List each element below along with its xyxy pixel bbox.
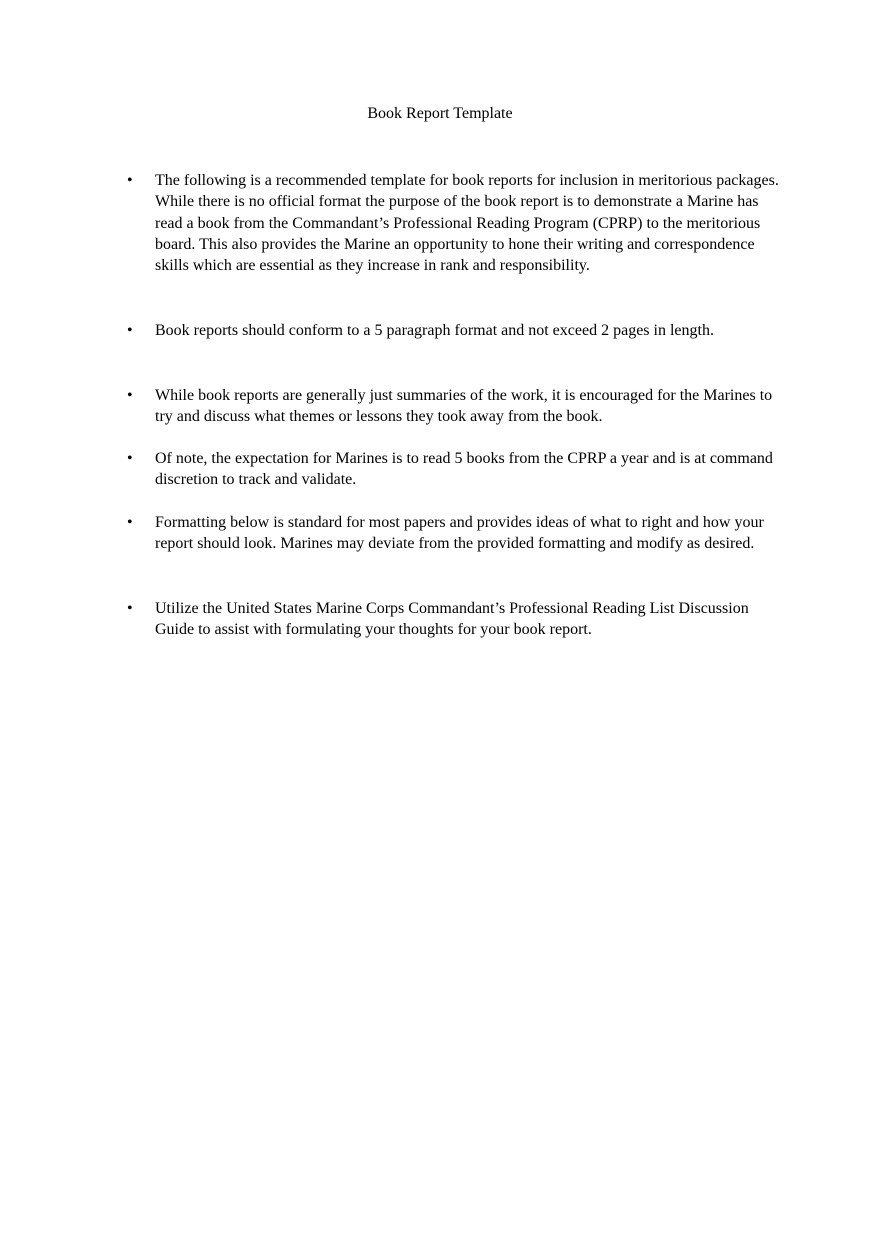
bullet-icon: •	[127, 514, 133, 531]
bullet-text-formatting: Formatting below is standard for most papers and provides ideas of what to right and how your report should look. Marines may deviate from the provided formatting and modify as desired.	[155, 514, 764, 553]
bullet-icon: •	[127, 600, 133, 617]
bullet-text-discussion-guide: Utilize the United States Marine Corps Commandant’s Professional Reading List Discussion Guide to assist with formulating your thoughts for your book report.	[155, 600, 749, 639]
bullet-icon: •	[127, 172, 133, 189]
bullet-text-purpose: The following is a recommended template for book reports for inclusion in meritorious packages. While there is no official format the purpose of the book report is to demonstrate a Marine has read a book from the Commandant’s Professional Reading Program (CPRP) to the meritorious board. This also provides the Marine an opportunity to hone their writing and correspondence skills which are essential as they increase in rank and responsibility.	[155, 172, 779, 275]
bullet-icon: •	[127, 450, 133, 467]
document-title: Book Report Template	[367, 105, 513, 122]
bullet-text-length: Book reports should conform to a 5 paragraph format and not exceed 2 pages in length.	[155, 322, 714, 339]
bullet-text-expectation: Of note, the expectation for Marines is to read 5 books from the CPRP a year and is at command discretion to track and validate.	[155, 450, 773, 489]
bullet-icon: •	[127, 322, 133, 339]
bullet-text-themes: While book reports are generally just summaries of the work, it is encouraged for the Marines to try and discuss what themes or lessons they took away from the book.	[155, 387, 773, 426]
bullet-icon: •	[127, 387, 133, 404]
